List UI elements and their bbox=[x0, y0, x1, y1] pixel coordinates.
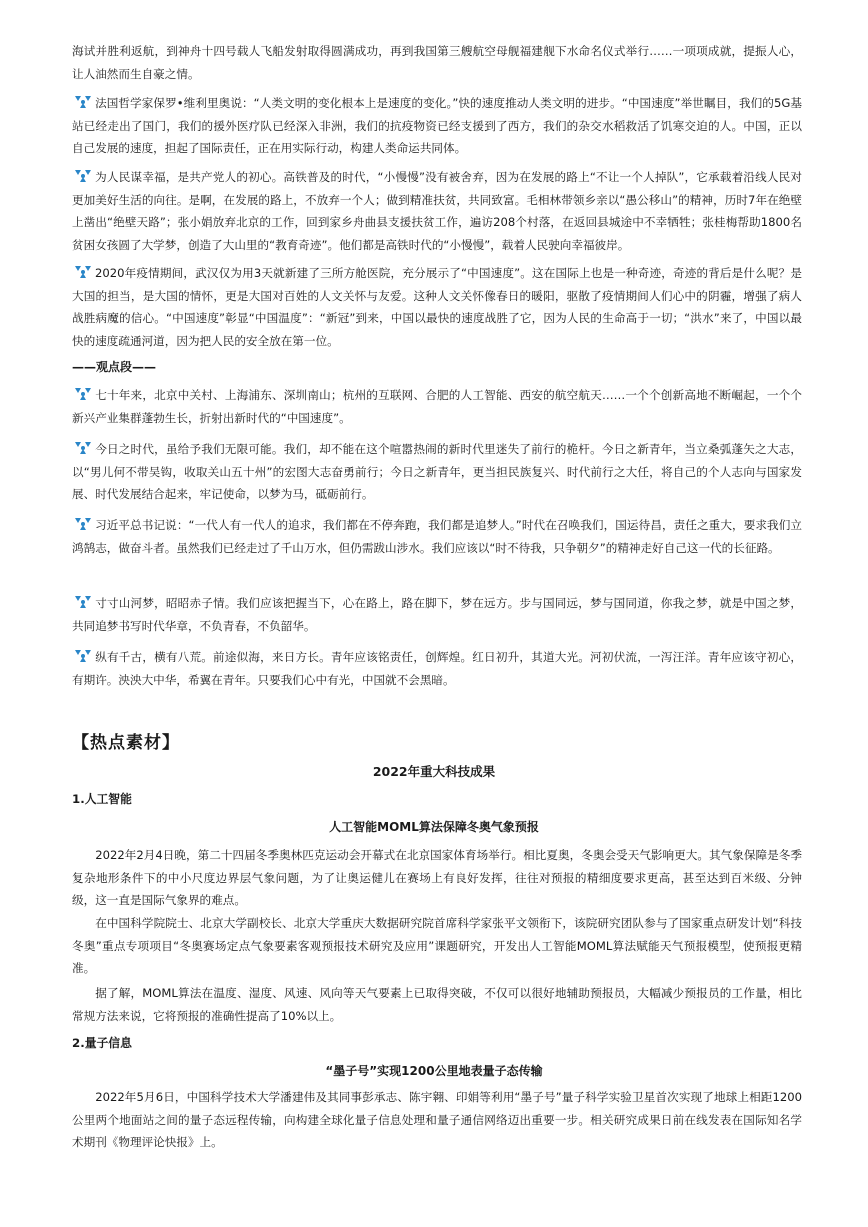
paragraph-text: 习近平总书记说：“一代人有一代人的追求，我们都在不停奔跑，我们都是追梦人。”时代在召唤我们，国运待昌，责任之重大，要求我们立鸿鹄志，做奋斗者。虽然我们已经走过了千山万水，但仍需跋山涉水。我们应该以“时不待我，只争朝夕”的精神走好自己这一代的长征路。 bbox=[72, 518, 802, 555]
paragraph-text: 为人民谋幸福，是共产党人的初心。高铁普及的时代，“小慢慢”没有被舍弃，因为在发展的路上“不让一个人掉队”，它承载着沿线人民对更加美好生活的向往。是啊，在发展的路上，不放弃一个人；做到精准扶贫，共同致富。毛相林带领乡亲以“愚公移山”的精神，历时7年在绝壁上凿出“绝壁天路”；张小娟放弃北京的工作，回到家乡舟曲县支援扶贫工作，遍访208个村落，在返回县城途中不幸牺牲；张桂梅帮助1800名贫困女孩圆了大学梦，创造了大山里的“教育奇迹”。他们都是高铁时代的“小慢慢”，载着人民驶向幸福彼岸。 bbox=[72, 170, 802, 252]
radiation-bullet-icon bbox=[72, 265, 94, 279]
subheading-ai: 1.人工智能 bbox=[72, 792, 132, 806]
radiation-bullet-icon bbox=[72, 517, 94, 531]
radiation-bullet-icon bbox=[72, 95, 94, 109]
paragraph-text: 2020年疫情期间，武汉仅为用3天就新建了三所方舱医院，充分展示了“中国速度”。这在国际上也是一种奇迹，奇迹的背后是什么呢？是大国的担当，是大国的情怀，更是大国对百姓的人文关怀与友爱。这种人文关怀像春日的暖阳，驱散了疫情期间人们心中的阴霾，增强了病人战胜病魔的信心。“中国速度”彰显“中国温度”：“新冠”到来，中国以最快的速度战胜了它，因为人民的生命高于一切；“洪水”来了，中国以最快的速度疏通河道，因为把人民的安全放在第一位。 bbox=[72, 266, 802, 348]
paragraph-bullet bbox=[72, 438, 802, 506]
radiation-bullet-icon bbox=[72, 387, 94, 401]
subheading-quantum: 2.量子信息 bbox=[72, 1036, 132, 1050]
paragraph-bullet bbox=[72, 592, 802, 637]
paragraph-bullet bbox=[72, 166, 802, 256]
paragraph-bullet bbox=[72, 384, 802, 429]
ai-paragraph: 2022年2月4日晚，第二十四届冬季奥林匹克运动会开幕式在北京国家体育场举行。相比夏奥，冬奥会受天气影响更大。其气象保障是冬季复杂地形条件下的中小尺度边界层气象问题，为了让奥运健儿在赛场上有良好发挥，往往对预报的精细度要求更高，甚至达到百米级、分钟级，这一直是国际气象界的难点。 bbox=[72, 848, 802, 907]
ai-paragraph: 在中国科学院院士、北京大学副校长、北京大学重庆大数据研究院首席科学家张平文领衔下，该院研究团队参与了国家重点研发计划“科技冬奥”重点专项项目“冬奥赛场定点气象要素客观预报技术研究及应用”课题研究，开发出人工智能MOML算法赋能天气预报模型，使预报更精准。 bbox=[72, 916, 802, 975]
ai-paragraph: 据了解，MOML算法在温度、湿度、风速、风向等天气要素上已取得突破，不仅可以很好地辅助预报员，大幅减少预报员的工作量，相比常规方法来说，它将预报的准确性提高了10%以上。 bbox=[72, 986, 802, 1023]
paragraph-bullet bbox=[72, 646, 802, 691]
paragraph-text: 今日之时代，虽给予我们无限可能。我们，却不能在这个喧嚣热闹的新时代里迷失了前行的桅杆。今日之新青年，当立桑弧蓬矢之大志，以“男儿何不带吴钩，收取关山五十州”的宏图大志奋勇前行；今日之新青年，更当担民族复兴、时代前行之大任，将自己的个人志向与国家发展、时代发展结合起来，牢记使命，以梦为马，砥砺前行。 bbox=[72, 442, 802, 501]
radiation-bullet-icon bbox=[72, 649, 94, 663]
paragraph-text: 寸寸山河梦，昭昭赤子情。我们应该把握当下，心在路上，路在脚下，梦在远方。步与国同远，梦与国同道，你我之梦，就是中国之梦，共同追梦书写时代华章，不负青春，不负韶华。 bbox=[72, 596, 802, 633]
quantum-article-title: “墨子号”实现1200公里地表量子态传输 bbox=[325, 1064, 543, 1078]
section-title-hot: 【热点素材】 bbox=[72, 733, 180, 753]
paragraph-intro: 海试并胜利返航，到神舟十四号载人飞船发射取得圆满成功，再到我国第三艘航空母舰福建舰下水命名仪式举行……一项项成就，提振人心，让人油然而生自豪之情。 bbox=[72, 44, 802, 81]
main-title: 2022年重大科技成果 bbox=[372, 764, 496, 779]
radiation-bullet-icon bbox=[72, 169, 94, 183]
ai-article-title: 人工智能MOML算法保障冬奥气象预报 bbox=[329, 820, 539, 834]
radiation-bullet-icon bbox=[72, 441, 94, 455]
paragraph-text: 法国哲学家保罗•维利里奥说：“人类文明的变化根本上是速度的变化。”快的速度推动人类文明的进步。“中国速度”举世瞩目，我们的5G基站已经走出了国门，我们的援外医疗队已经深入非洲，我们的抗疫物资已经支援到了西方，我们的杂交水稻救活了饥寒交迫的人。中国，正以自己发展的速度，担起了国际责任，正在用实际行动，构建人类命运共同体。 bbox=[72, 96, 802, 155]
viewpoint-heading: ——观点段—— bbox=[72, 360, 157, 374]
paragraph-text: 纵有千古，横有八荒。前途似海，来日方长。青年应该铭责任，创辉煌。红日初升，其道大光。河初伏流，一泻汪洋。青年应该守初心，有期许。泱泱大中华，希翼在青年。只要我们心中有光，中国就不会黑暗。 bbox=[72, 650, 802, 687]
paragraph-bullet bbox=[72, 262, 802, 352]
paragraph-text: 七十年来，北京中关村、上海浦东、深圳南山；杭州的互联网、合肥的人工智能、西安的航空航天……一个个创新高地不断崛起，一个个新兴产业集群蓬勃生长，折射出新时代的“中国速度”。 bbox=[72, 388, 802, 425]
radiation-bullet-icon bbox=[72, 595, 94, 609]
quantum-paragraph: 2022年5月6日，中国科学技术大学潘建伟及其同事彭承志、陈宇翱、印娟等利用“墨子号”量子科学实验卫星首次实现了地球上相距1200公里两个地面站之间的量子态远程传输，向构建全球化量子信息处理和量子通信网络迈出重要一步。相关研究成果日前在线发表在国际知名学术期刊《物理评论快报》上。 bbox=[72, 1090, 802, 1149]
paragraph-bullet bbox=[72, 514, 802, 559]
paragraph-bullet bbox=[72, 92, 802, 160]
